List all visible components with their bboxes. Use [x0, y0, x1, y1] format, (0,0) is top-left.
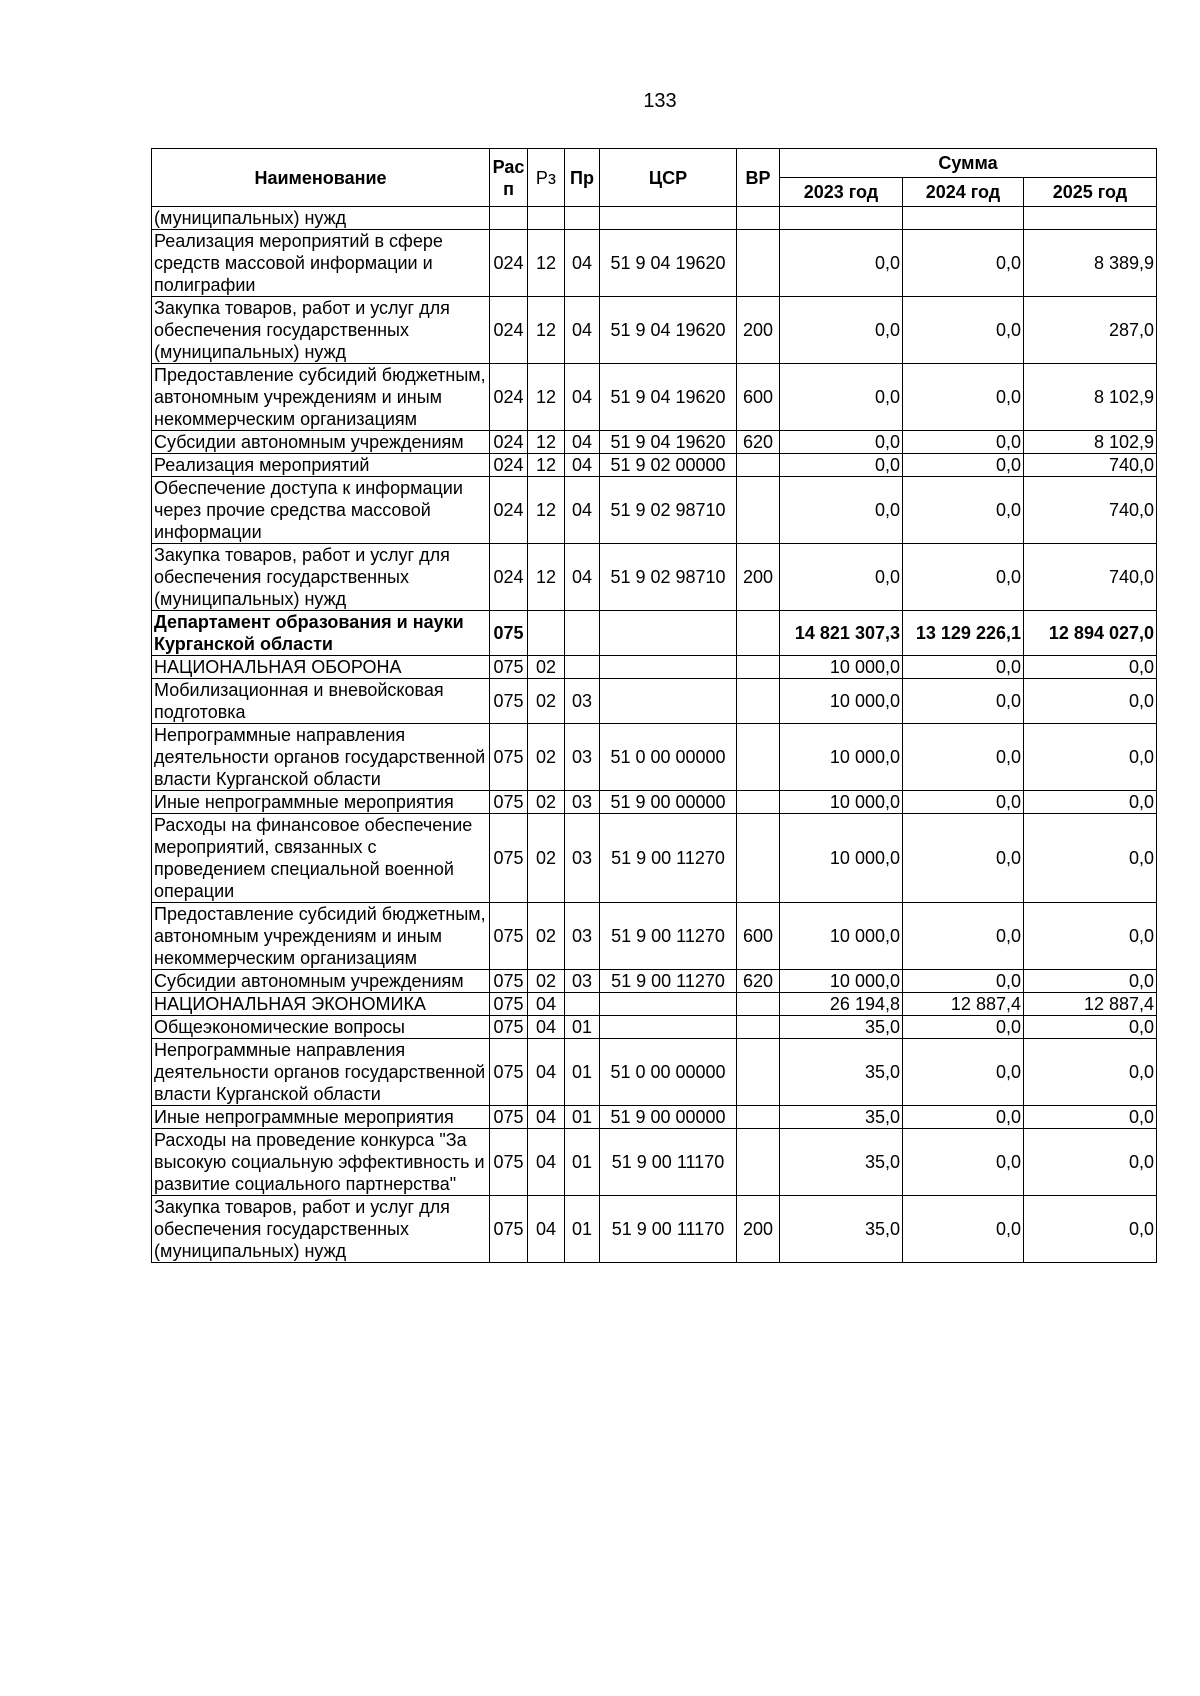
cell-2024: 0,0 — [903, 1039, 1024, 1106]
header-vr: ВР — [737, 149, 780, 207]
cell-name: Субсидии автономным учреждениям — [152, 970, 490, 993]
cell-name: Непрограммные направления деятельности органов государственной власти Курганской области — [152, 1039, 490, 1106]
cell-2024: 0,0 — [903, 297, 1024, 364]
cell-rasp: 024 — [490, 364, 528, 431]
cell-2025: 8 102,9 — [1024, 364, 1157, 431]
cell-vr — [737, 1016, 780, 1039]
cell-rasp — [490, 207, 528, 230]
cell-vr — [737, 1039, 780, 1106]
cell-2024: 0,0 — [903, 544, 1024, 611]
cell-2023: 0,0 — [780, 230, 903, 297]
header-rasp-line2: п — [503, 178, 514, 199]
cell-2025: 740,0 — [1024, 544, 1157, 611]
table-row — [152, 791, 1157, 814]
cell-pr: 01 — [565, 1196, 600, 1263]
cell-rasp: 075 — [490, 724, 528, 791]
cell-2025: 0,0 — [1024, 1016, 1157, 1039]
cell-2025: 0,0 — [1024, 814, 1157, 903]
cell-rasp: 024 — [490, 454, 528, 477]
cell-vr: 200 — [737, 1196, 780, 1263]
cell-2023: 0,0 — [780, 364, 903, 431]
cell-rz: 02 — [528, 656, 565, 679]
cell-2025: 0,0 — [1024, 1106, 1157, 1129]
cell-2024: 0,0 — [903, 431, 1024, 454]
cell-2024: 0,0 — [903, 724, 1024, 791]
table-header — [152, 149, 1157, 207]
cell-name: Расходы на финансовое обеспечение мероприятий, связанных с проведением специальной военной операции — [152, 814, 490, 903]
cell-2024: 0,0 — [903, 1129, 1024, 1196]
cell-2024: 0,0 — [903, 903, 1024, 970]
cell-csr: 51 9 00 00000 — [600, 1106, 737, 1129]
cell-pr — [565, 207, 600, 230]
cell-2025: 0,0 — [1024, 791, 1157, 814]
cell-name: Закупка товаров, работ и услуг для обеспечения государственных (муниципальных) нужд — [152, 1196, 490, 1263]
cell-rz: 12 — [528, 544, 565, 611]
cell-2025: 8 389,9 — [1024, 230, 1157, 297]
header-rz: Рз — [528, 149, 565, 207]
cell-2023: 10 000,0 — [780, 656, 903, 679]
cell-rz — [528, 207, 565, 230]
header-sum: Сумма — [780, 149, 1157, 178]
cell-pr: 03 — [565, 903, 600, 970]
cell-2023: 10 000,0 — [780, 970, 903, 993]
cell-2025: 287,0 — [1024, 297, 1157, 364]
table-row — [152, 207, 1157, 230]
cell-2023: 10 000,0 — [780, 724, 903, 791]
cell-rasp: 075 — [490, 903, 528, 970]
table-row — [152, 970, 1157, 993]
cell-csr: 51 9 04 19620 — [600, 297, 737, 364]
cell-pr: 04 — [565, 297, 600, 364]
cell-pr: 03 — [565, 814, 600, 903]
cell-pr: 04 — [565, 477, 600, 544]
cell-rasp: 024 — [490, 544, 528, 611]
cell-csr: 51 9 04 19620 — [600, 431, 737, 454]
cell-2023: 0,0 — [780, 477, 903, 544]
cell-csr: 51 0 00 00000 — [600, 724, 737, 791]
cell-pr: 01 — [565, 1039, 600, 1106]
cell-rasp: 075 — [490, 1196, 528, 1263]
cell-rasp: 024 — [490, 297, 528, 364]
cell-csr: 51 9 00 00000 — [600, 791, 737, 814]
cell-2023: 14 821 307,3 — [780, 611, 903, 656]
cell-rz: 12 — [528, 297, 565, 364]
cell-pr: 03 — [565, 724, 600, 791]
cell-2024: 12 887,4 — [903, 993, 1024, 1016]
cell-vr — [737, 477, 780, 544]
cell-name: Субсидии автономным учреждениям — [152, 431, 490, 454]
cell-csr: 51 9 00 11270 — [600, 814, 737, 903]
cell-rz: 02 — [528, 724, 565, 791]
cell-rz — [528, 611, 565, 656]
cell-2025: 12 894 027,0 — [1024, 611, 1157, 656]
cell-name: Реализация мероприятий — [152, 454, 490, 477]
cell-name: (муниципальных) нужд — [152, 207, 490, 230]
cell-rz: 02 — [528, 970, 565, 993]
cell-2023: 26 194,8 — [780, 993, 903, 1016]
header-rasp-line1: Рас — [492, 156, 525, 177]
cell-csr: 51 9 00 11170 — [600, 1129, 737, 1196]
cell-2023 — [780, 207, 903, 230]
cell-rz: 04 — [528, 1039, 565, 1106]
cell-rasp: 075 — [490, 1039, 528, 1106]
cell-2024: 0,0 — [903, 791, 1024, 814]
cell-vr — [737, 814, 780, 903]
cell-name: Иные непрограммные мероприятия — [152, 1106, 490, 1129]
table-row — [152, 656, 1157, 679]
cell-rasp: 075 — [490, 611, 528, 656]
cell-rz: 02 — [528, 903, 565, 970]
cell-csr — [600, 993, 737, 1016]
table-row — [152, 1039, 1157, 1106]
cell-2025: 0,0 — [1024, 903, 1157, 970]
cell-2025: 0,0 — [1024, 1196, 1157, 1263]
cell-2024: 0,0 — [903, 1196, 1024, 1263]
cell-name: Расходы на проведение конкурса "За высокую социальную эффективность и развитие социального партнерства" — [152, 1129, 490, 1196]
cell-rasp: 075 — [490, 1106, 528, 1129]
table-row — [152, 297, 1157, 364]
cell-pr: 04 — [565, 454, 600, 477]
cell-rasp: 075 — [490, 814, 528, 903]
cell-rasp: 024 — [490, 431, 528, 454]
cell-vr — [737, 993, 780, 1016]
cell-vr — [737, 1106, 780, 1129]
cell-name: НАЦИОНАЛЬНАЯ ЭКОНОМИКА — [152, 993, 490, 1016]
cell-vr — [737, 724, 780, 791]
cell-vr: 200 — [737, 544, 780, 611]
cell-name: Закупка товаров, работ и услуг для обеспечения государственных (муниципальных) нужд — [152, 297, 490, 364]
cell-pr — [565, 993, 600, 1016]
table-row — [152, 1196, 1157, 1263]
cell-csr — [600, 1016, 737, 1039]
header-year-2025: 2025 год — [1024, 178, 1157, 207]
cell-2023: 10 000,0 — [780, 679, 903, 724]
cell-vr — [737, 679, 780, 724]
cell-rz: 04 — [528, 1129, 565, 1196]
cell-name: Обеспечение доступа к информации через прочие средства массовой информации — [152, 477, 490, 544]
cell-pr — [565, 656, 600, 679]
header-pr: Пр — [565, 149, 600, 207]
cell-2025: 0,0 — [1024, 679, 1157, 724]
table-row — [152, 431, 1157, 454]
header-year-2023: 2023 год — [780, 178, 903, 207]
cell-rz: 04 — [528, 993, 565, 1016]
cell-pr: 01 — [565, 1106, 600, 1129]
budget-table — [151, 148, 1157, 1263]
table-row — [152, 230, 1157, 297]
cell-rz: 12 — [528, 230, 565, 297]
cell-vr: 600 — [737, 364, 780, 431]
cell-csr — [600, 207, 737, 230]
cell-vr — [737, 1129, 780, 1196]
cell-name: Мобилизационная и вневойсковая подготовка — [152, 679, 490, 724]
cell-2023: 35,0 — [780, 1129, 903, 1196]
cell-2024: 0,0 — [903, 477, 1024, 544]
table-row — [152, 1106, 1157, 1129]
cell-2025: 0,0 — [1024, 1039, 1157, 1106]
cell-name: Предоставление субсидий бюджетным, автономным учреждениям и иным некоммерческим организациям — [152, 903, 490, 970]
cell-rz: 04 — [528, 1196, 565, 1263]
cell-csr — [600, 656, 737, 679]
header-name: Наименование — [152, 149, 490, 207]
cell-2023: 10 000,0 — [780, 791, 903, 814]
cell-pr: 04 — [565, 544, 600, 611]
table-row — [152, 724, 1157, 791]
cell-2023: 35,0 — [780, 1016, 903, 1039]
table-row — [152, 1016, 1157, 1039]
table-row — [152, 477, 1157, 544]
cell-2023: 35,0 — [780, 1106, 903, 1129]
cell-pr: 01 — [565, 1016, 600, 1039]
table-row — [152, 993, 1157, 1016]
cell-pr: 04 — [565, 364, 600, 431]
cell-2023: 0,0 — [780, 297, 903, 364]
cell-rasp: 075 — [490, 791, 528, 814]
cell-2024: 0,0 — [903, 364, 1024, 431]
table-row — [152, 611, 1157, 656]
table-row — [152, 903, 1157, 970]
cell-vr: 200 — [737, 297, 780, 364]
cell-2024 — [903, 207, 1024, 230]
cell-2023: 10 000,0 — [780, 903, 903, 970]
cell-rasp: 075 — [490, 679, 528, 724]
cell-rz: 12 — [528, 477, 565, 544]
table-row — [152, 814, 1157, 903]
cell-pr: 03 — [565, 791, 600, 814]
cell-vr — [737, 611, 780, 656]
cell-pr: 03 — [565, 970, 600, 993]
cell-name: Предоставление субсидий бюджетным, автономным учреждениям и иным некоммерческим организациям — [152, 364, 490, 431]
cell-2023: 0,0 — [780, 544, 903, 611]
cell-2025: 0,0 — [1024, 1129, 1157, 1196]
cell-2024: 0,0 — [903, 454, 1024, 477]
cell-csr — [600, 611, 737, 656]
cell-pr: 04 — [565, 230, 600, 297]
cell-rasp: 024 — [490, 230, 528, 297]
cell-rz: 04 — [528, 1016, 565, 1039]
table-row — [152, 364, 1157, 431]
table-body — [152, 207, 1157, 1263]
table-row — [152, 1129, 1157, 1196]
cell-csr: 51 9 04 19620 — [600, 230, 737, 297]
page-number: 133 — [643, 90, 677, 112]
table-row — [152, 454, 1157, 477]
cell-2025: 0,0 — [1024, 970, 1157, 993]
cell-vr — [737, 454, 780, 477]
cell-name: Иные непрограммные мероприятия — [152, 791, 490, 814]
cell-csr: 51 9 04 19620 — [600, 364, 737, 431]
cell-2023: 35,0 — [780, 1039, 903, 1106]
cell-2024: 0,0 — [903, 656, 1024, 679]
cell-2025: 740,0 — [1024, 454, 1157, 477]
cell-csr: 51 9 00 11170 — [600, 1196, 737, 1263]
cell-pr: 03 — [565, 679, 600, 724]
cell-2023: 0,0 — [780, 431, 903, 454]
cell-2023: 35,0 — [780, 1196, 903, 1263]
cell-csr: 51 0 00 00000 — [600, 1039, 737, 1106]
cell-2024: 0,0 — [903, 814, 1024, 903]
cell-csr: 51 9 00 11270 — [600, 970, 737, 993]
header-csr: ЦСР — [600, 149, 737, 207]
cell-pr: 04 — [565, 431, 600, 454]
cell-2024: 0,0 — [903, 679, 1024, 724]
cell-2023: 10 000,0 — [780, 814, 903, 903]
table-row — [152, 544, 1157, 611]
cell-rasp: 075 — [490, 1016, 528, 1039]
cell-vr — [737, 656, 780, 679]
cell-rz: 02 — [528, 679, 565, 724]
cell-rasp: 075 — [490, 993, 528, 1016]
header-rasp — [490, 149, 528, 207]
cell-vr — [737, 230, 780, 297]
cell-rz: 12 — [528, 454, 565, 477]
cell-2024: 0,0 — [903, 970, 1024, 993]
cell-2025: 12 887,4 — [1024, 993, 1157, 1016]
cell-rasp: 075 — [490, 1129, 528, 1196]
cell-2025 — [1024, 207, 1157, 230]
cell-2024: 0,0 — [903, 1106, 1024, 1129]
cell-rz: 12 — [528, 364, 565, 431]
cell-pr: 01 — [565, 1129, 600, 1196]
cell-rz: 12 — [528, 431, 565, 454]
cell-name: Общеэкономические вопросы — [152, 1016, 490, 1039]
table-row — [152, 679, 1157, 724]
cell-rz: 02 — [528, 791, 565, 814]
cell-2024: 13 129 226,1 — [903, 611, 1024, 656]
cell-2025: 0,0 — [1024, 656, 1157, 679]
cell-csr: 51 9 02 98710 — [600, 544, 737, 611]
cell-name: НАЦИОНАЛЬНАЯ ОБОРОНА — [152, 656, 490, 679]
cell-rz: 04 — [528, 1106, 565, 1129]
cell-2024: 0,0 — [903, 1016, 1024, 1039]
cell-vr: 620 — [737, 970, 780, 993]
cell-2025: 8 102,9 — [1024, 431, 1157, 454]
cell-2024: 0,0 — [903, 230, 1024, 297]
header-year-2024: 2024 год — [903, 178, 1024, 207]
cell-2025: 740,0 — [1024, 477, 1157, 544]
cell-2023: 0,0 — [780, 454, 903, 477]
cell-2025: 0,0 — [1024, 724, 1157, 791]
cell-csr: 51 9 02 98710 — [600, 477, 737, 544]
cell-csr: 51 9 00 11270 — [600, 903, 737, 970]
cell-name: Реализация мероприятий в сфере средств массовой информации и полиграфии — [152, 230, 490, 297]
cell-csr: 51 9 02 00000 — [600, 454, 737, 477]
cell-rasp: 075 — [490, 970, 528, 993]
cell-pr — [565, 611, 600, 656]
cell-rz: 02 — [528, 814, 565, 903]
cell-rasp: 075 — [490, 656, 528, 679]
cell-name: Непрограммные направления деятельности органов государственной власти Курганской области — [152, 724, 490, 791]
cell-vr: 620 — [737, 431, 780, 454]
cell-name: Департамент образования и науки Курганской области — [152, 611, 490, 656]
cell-vr — [737, 207, 780, 230]
cell-csr — [600, 679, 737, 724]
cell-vr — [737, 791, 780, 814]
cell-rasp: 024 — [490, 477, 528, 544]
cell-vr: 600 — [737, 903, 780, 970]
cell-name: Закупка товаров, работ и услуг для обеспечения государственных (муниципальных) нужд — [152, 544, 490, 611]
